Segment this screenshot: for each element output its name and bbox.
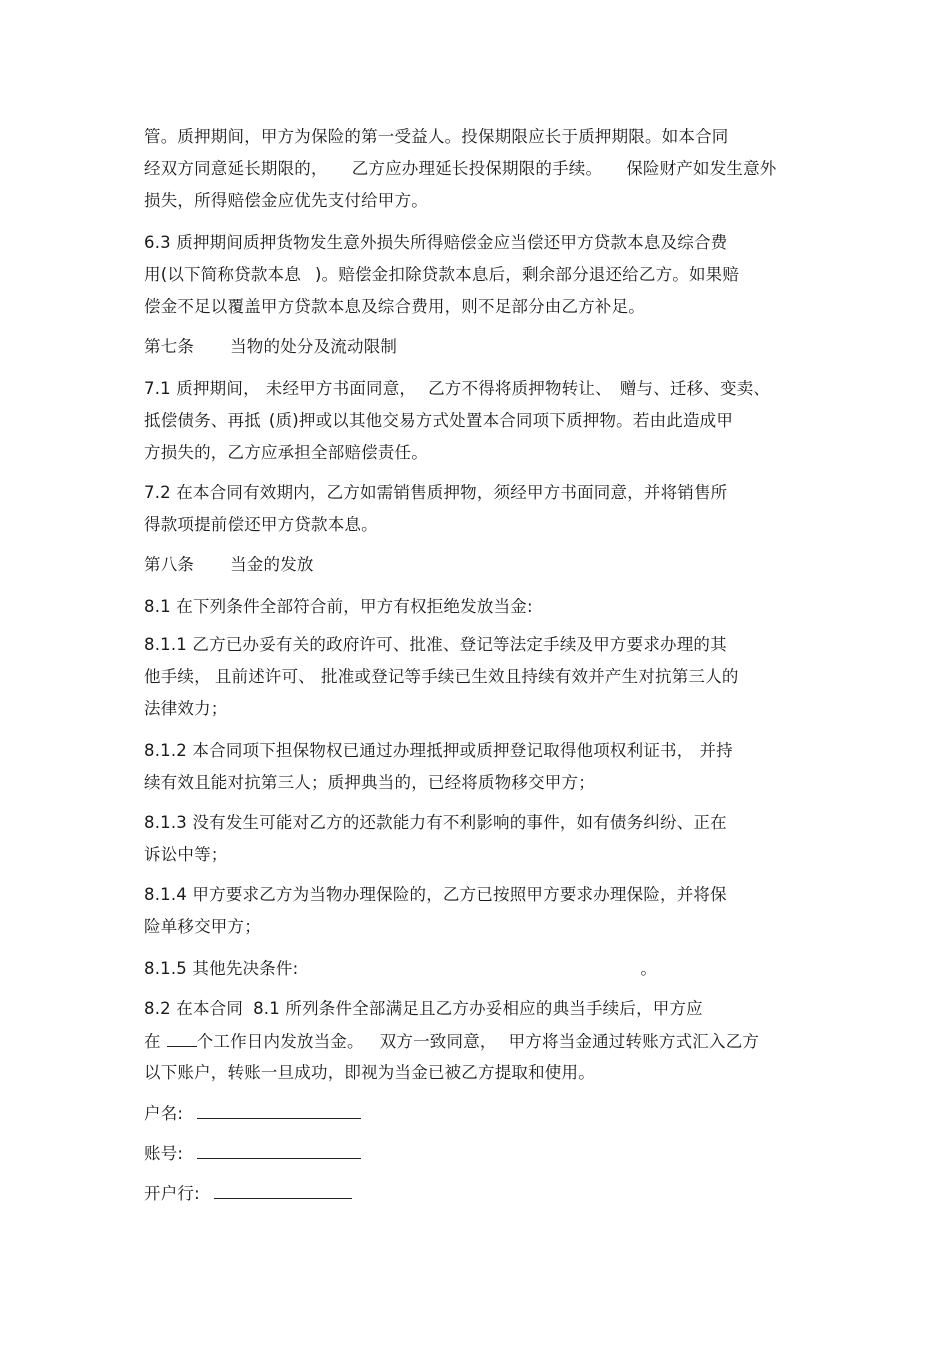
account-number-blank[interactable] — [197, 1142, 361, 1159]
text-line: 在 个工作日内发放当金。 双方一致同意， 甲方将当金通过转账方式汇入乙方 — [144, 1032, 760, 1051]
text-line: 他手续， 且前述许可、 批准或登记等手续已生效且持续有效并产生对抗第三人的 — [144, 667, 739, 686]
bank-blank[interactable] — [214, 1182, 352, 1199]
clause-8-1-5: 8.1.5 其他先决条件: 。 — [144, 959, 658, 978]
text-line: 以下账户，转账一旦成功，即视为当金已被乙方提取和使用。 — [144, 1063, 595, 1082]
text-line: 管。质押期间，甲方为保险的第一受益人。投保期限应长于质押期限。如本合同 — [144, 127, 729, 146]
days-blank[interactable] — [167, 1030, 197, 1047]
clause-6-3: 6.3 质押期间质押货物发生意外损失所得赔偿金应当偿还甲方贷款本息及综合费 — [144, 233, 728, 252]
text-line: 法律效力； — [144, 699, 228, 718]
article-7-heading: 第七条 当物的处分及流动限制 — [144, 337, 398, 356]
clause-7-2: 7.2 在本合同有效期内，乙方如需销售质押物，须经甲方书面同意，并将销售所 — [144, 483, 728, 502]
clause-8-2: 8.2 在本合同 8.1 所列条件全部满足且乙方办妥相应的典当手续后，甲方应 — [144, 999, 703, 1018]
clause-8-1-2: 8.1.2 本合同项下担保物权已通过办理抵押或质押登记取得他项权利证书， 并持 — [144, 741, 733, 760]
clause-8-1-3: 8.1.3 没有发生可能对乙方的还款能力有不利影响的事件，如有债务纠纷、正在 — [144, 813, 727, 832]
text-line: 用(以下简称贷款本息 )。赔偿金扣除贷款本息后，剩余部分退还给乙方。如果赔 — [144, 265, 740, 284]
clause-8-1-1: 8.1.1 乙方已办妥有关的政府许可、批准、登记等法定手续及甲方要求办理的其 — [144, 635, 727, 654]
text-line: 偿金不足以覆盖甲方贷款本息及综合费用，则不足部分由乙方补足。 — [144, 297, 645, 316]
text-line: 续有效且能对抗第三人；质押典当的，已经将质物移交甲方； — [144, 773, 595, 792]
bank-row: 开户行: — [144, 1182, 352, 1205]
text-line: 抵偿债务、再抵 (质)押或以其他交易方式处置本合同项下质押物。若由此造成甲 — [144, 411, 734, 430]
text-line: 险单移交甲方； — [144, 917, 261, 936]
text-line: 诉讼中等； — [144, 845, 228, 864]
account-name-blank[interactable] — [197, 1102, 361, 1119]
clause-7-1: 7.1 质押期间， 未经甲方书面同意， 乙方不得将质押物转让、 赠与、迁移、变卖、 — [144, 379, 771, 398]
text-line: 方损失的，乙方应承担全部赔偿责任。 — [144, 443, 428, 462]
article-8-heading: 第八条 当金的发放 — [144, 555, 314, 574]
text-line: 得款项提前偿还甲方贷款本息。 — [144, 515, 378, 534]
text-line: 经双方同意延长期限的， 乙方应办理延长投保期限的手续。 保险财产如发生意外 — [144, 159, 777, 178]
clause-8-1-4: 8.1.4 甲方要求乙方为当物办理保险的，乙方已按照甲方要求办理保险，并将保 — [144, 885, 727, 904]
clause-8-1: 8.1 在下列条件全部符合前，甲方有权拒绝发放当金: — [144, 597, 533, 616]
text-line: 损失，所得赔偿金应优先支付给甲方。 — [144, 191, 428, 210]
account-name-row: 户名: — [144, 1102, 361, 1125]
account-number-row: 账号: — [144, 1142, 361, 1165]
